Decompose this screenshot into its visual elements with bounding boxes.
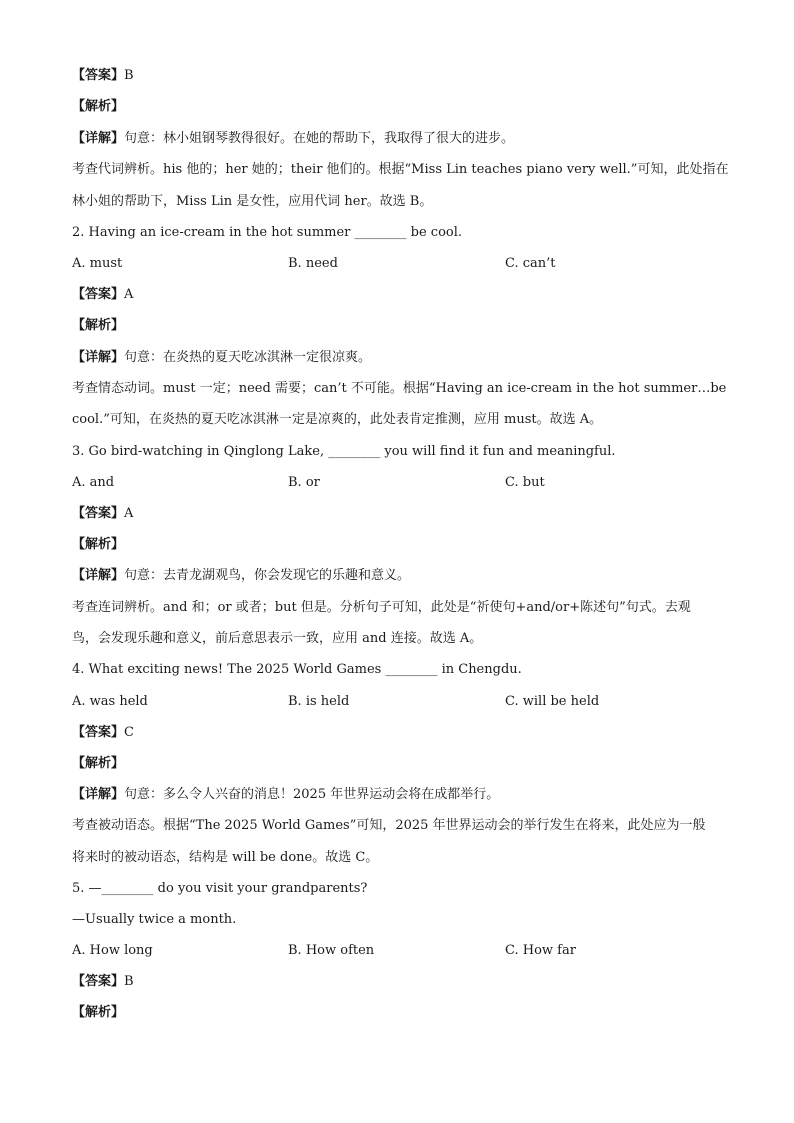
text-line: 考查情态动词。must 一定；need 需要；can’t 不可能。根据“Having an ice-cream in the hot summer…be bbox=[72, 381, 727, 396]
text-line: cool.”可知，在炎热的夏天吃冰淇淋一定是凉爽的，此处表肯定推测，应用 must。故选 A。 bbox=[72, 412, 603, 427]
answer-line bbox=[72, 98, 734, 116]
section-tag: 【详解】 bbox=[72, 568, 125, 583]
option-b: B. or bbox=[288, 475, 320, 490]
section-text: A bbox=[124, 506, 134, 521]
section-tag: 【解析】 bbox=[72, 99, 125, 114]
section-text: B bbox=[124, 974, 134, 989]
option-c: C. How far bbox=[505, 943, 576, 958]
text-line: 将来时的被动语态，结构是 will be done。故选 C。 bbox=[72, 850, 379, 865]
text-line: 林小姐的帮助下，Miss Lin 是女性，应用代词 her。故选 B。 bbox=[72, 194, 433, 209]
answer-line bbox=[72, 1004, 734, 1022]
option-c: C. can’t bbox=[505, 256, 556, 271]
text-line: 3. Go bird-watching in Qinglong Lake, ________ you will find it fun and meaningful. bbox=[72, 444, 616, 459]
section-tag: 【答案】 bbox=[72, 506, 125, 521]
section-tag: 【解析】 bbox=[72, 318, 125, 333]
answer-line bbox=[72, 67, 734, 85]
option-b: B. How often bbox=[288, 943, 375, 958]
section-text: B bbox=[124, 68, 134, 83]
text-line: 5. —________ do you visit your grandparents? bbox=[72, 881, 368, 896]
section-tag: 【答案】 bbox=[72, 974, 125, 989]
section-tag: 【详解】 bbox=[72, 787, 125, 802]
text-line: 2. Having an ice-cream in the hot summer ________ be cool. bbox=[72, 225, 463, 240]
section-tag: 【详解】 bbox=[72, 350, 125, 365]
answer-line bbox=[72, 317, 734, 335]
section-tag: 【解析】 bbox=[72, 537, 125, 552]
text-line: 考查被动语态。根据“The 2025 World Games”可知，2025 年世界运动会的举行发生在将来，此处应为一般 bbox=[72, 818, 706, 833]
answer-line bbox=[72, 505, 734, 523]
section-text: C bbox=[124, 725, 134, 740]
answer-line bbox=[72, 724, 734, 742]
answer-line bbox=[72, 286, 734, 304]
section-tag: 【详解】 bbox=[72, 131, 125, 146]
answer-line bbox=[72, 973, 734, 991]
section-tag: 【答案】 bbox=[72, 725, 125, 740]
option-c: C. will be held bbox=[505, 694, 600, 709]
answer-line bbox=[72, 567, 734, 585]
answer-line bbox=[72, 349, 734, 367]
text-line: 鸟，会发现乐趣和意义，前后意思表示一致，应用 and 连接。故选 A。 bbox=[72, 631, 483, 646]
section-tag: 【答案】 bbox=[72, 68, 125, 83]
option-c: C. but bbox=[505, 475, 545, 490]
section-tag: 【解析】 bbox=[72, 1005, 125, 1020]
answer-line bbox=[72, 536, 734, 554]
text-line: 考查连词辨析。and 和；or 或者；but 但是。分析句子可知，此处是“祈使句+and/or+陈述句”句式。去观 bbox=[72, 600, 691, 615]
option-a: A. must bbox=[72, 256, 123, 271]
section-text: 句意：在炎热的夏天吃冰淇淋一定很凉爽。 bbox=[124, 350, 372, 365]
section-tag: 【答案】 bbox=[72, 287, 125, 302]
option-a: A. How long bbox=[72, 943, 153, 958]
option-b: B. need bbox=[288, 256, 338, 271]
section-tag: 【解析】 bbox=[72, 756, 125, 771]
section-text: 句意：去青龙湖观鸟，你会发现它的乐趣和意义。 bbox=[124, 568, 411, 583]
answer-line bbox=[72, 755, 734, 773]
text-line: —Usually twice a month. bbox=[72, 912, 237, 927]
text-line: 4. What exciting news! The 2025 World Games ________ in Chengdu. bbox=[72, 662, 522, 677]
section-text: 句意：林小姐钢琴教得很好。在她的帮助下，我取得了很大的进步。 bbox=[124, 131, 515, 146]
section-text: 句意：多么令人兴奋的消息！2025 年世界运动会将在成都举行。 bbox=[124, 787, 500, 802]
option-b: B. is held bbox=[288, 694, 350, 709]
option-a: A. and bbox=[72, 475, 115, 490]
option-a: A. was held bbox=[72, 694, 148, 709]
answer-line bbox=[72, 130, 734, 148]
section-text: A bbox=[124, 287, 134, 302]
text-line: 考查代词辨析。his 他的；her 她的；their 他们的。根据“Miss Lin teaches piano very well.”可知，此处指在 bbox=[72, 162, 729, 177]
answer-line bbox=[72, 786, 734, 804]
